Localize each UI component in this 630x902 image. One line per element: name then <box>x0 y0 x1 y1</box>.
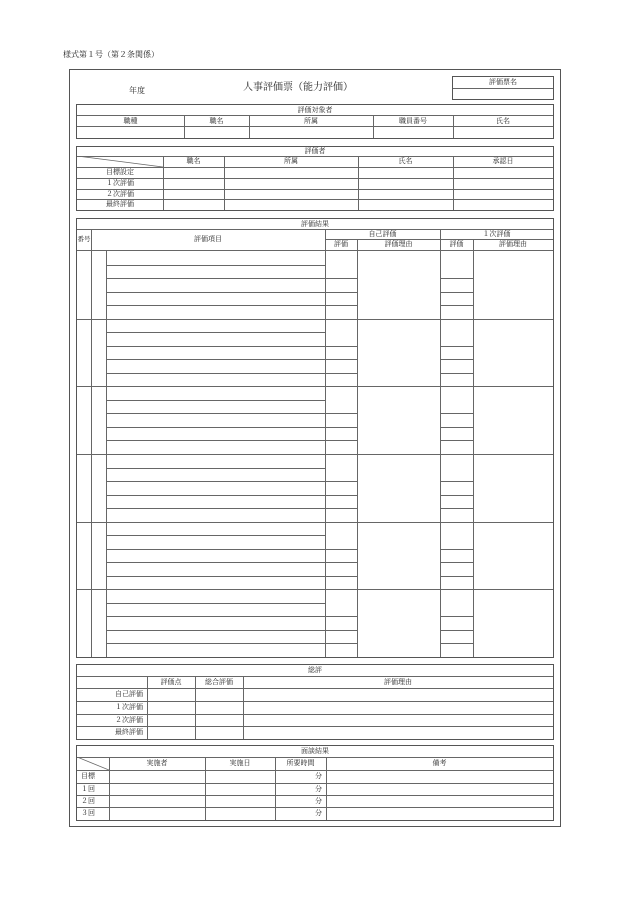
ev-col-approval-date: 承認日 <box>492 157 514 165</box>
col-job-type: 職種 <box>123 116 138 125</box>
name-field[interactable] <box>453 127 553 138</box>
col-number: 番号 <box>77 234 91 243</box>
eval-item-block <box>77 589 553 657</box>
col-staff-number: 職員番号 <box>399 116 427 125</box>
self-eval-header: 自己評価 <box>368 229 397 238</box>
iv-row-2: ２回 <box>81 796 95 805</box>
ev-col-department: 所属 <box>284 157 298 165</box>
iv-col-duration: 所要時間 <box>286 759 315 767</box>
iv-row-goal: 目標 <box>81 772 95 780</box>
eval-item-block <box>77 251 553 319</box>
interview-section <box>76 745 554 821</box>
iv-minutes-goal: 分 <box>315 772 322 780</box>
iv-row-1: １回 <box>81 784 95 793</box>
page-title: 人事評価票（能力評価） <box>243 82 353 93</box>
iv-col-conductor: 実施者 <box>146 759 168 767</box>
results-title: 評価結果 <box>301 219 329 228</box>
eval-item-block <box>77 386 553 454</box>
target-title: 評価対象者 <box>297 105 333 114</box>
position-field[interactable] <box>184 127 249 138</box>
job-type-field[interactable] <box>77 127 184 138</box>
staff-number-field[interactable] <box>373 127 453 138</box>
ev-col-position: 職名 <box>186 157 201 165</box>
ev-row-final-eval: 最終評価 <box>106 200 134 208</box>
col-position: 職名 <box>209 116 224 125</box>
form-reference: 様式第１号（第２条関係） <box>63 50 159 59</box>
form-name-field[interactable] <box>453 89 553 99</box>
ov-row-final: 最終評価 <box>115 728 143 736</box>
ov-row-first: １次評価 <box>115 703 143 711</box>
iv-minutes-2: 分 <box>315 796 322 805</box>
iv-minutes-3: 分 <box>315 809 322 817</box>
overall-title: 総評 <box>308 666 322 674</box>
ev-col-name: 氏名 <box>398 157 413 165</box>
self-reason-header: 評価理由 <box>384 240 413 248</box>
col-eval-item: 評価項目 <box>194 235 222 243</box>
year-label: 年度 <box>129 86 145 95</box>
first-eval-header: １次評価 <box>482 229 511 238</box>
first-reason-header: 評価理由 <box>499 240 527 248</box>
ov-row-self: 自己評価 <box>115 690 143 698</box>
ov-row-second: ２次評価 <box>115 715 143 724</box>
diagonal-header-line <box>77 156 163 167</box>
ov-col-overall: 総合評価 <box>205 677 233 686</box>
department-field[interactable] <box>249 127 373 138</box>
form-name-box <box>452 76 554 100</box>
iv-col-date: 実施日 <box>229 759 251 767</box>
evaluators-title: 評価者 <box>304 147 326 155</box>
eval-item-block <box>77 522 553 590</box>
ev-row-goal-setting: 目標設定 <box>106 168 134 176</box>
first-score-header: 評価 <box>449 240 464 248</box>
col-department: 所属 <box>304 116 318 125</box>
col-name: 氏名 <box>496 116 510 125</box>
target-section <box>76 104 554 139</box>
overall-section <box>76 664 554 740</box>
ev-row-first-eval: １次評価 <box>106 179 134 187</box>
ov-col-score: 評価点 <box>160 677 182 686</box>
results-body <box>77 251 553 657</box>
iv-row-3: ３回 <box>81 809 95 817</box>
results-section <box>76 218 554 658</box>
iv-minutes-1: 分 <box>315 784 322 793</box>
form-name-label: 評価票名 <box>489 78 517 86</box>
eval-item-block <box>77 454 553 522</box>
evaluators-section <box>76 146 554 211</box>
eval-item-block <box>77 319 553 387</box>
interview-title: 面談結果 <box>301 747 329 755</box>
ev-row-second-eval: ２次評価 <box>106 189 134 198</box>
ov-col-reason: 評価理由 <box>384 677 412 686</box>
diagonal-header-line <box>77 757 109 770</box>
iv-col-remarks: 備考 <box>432 759 447 767</box>
self-score-header: 評価 <box>334 240 348 248</box>
